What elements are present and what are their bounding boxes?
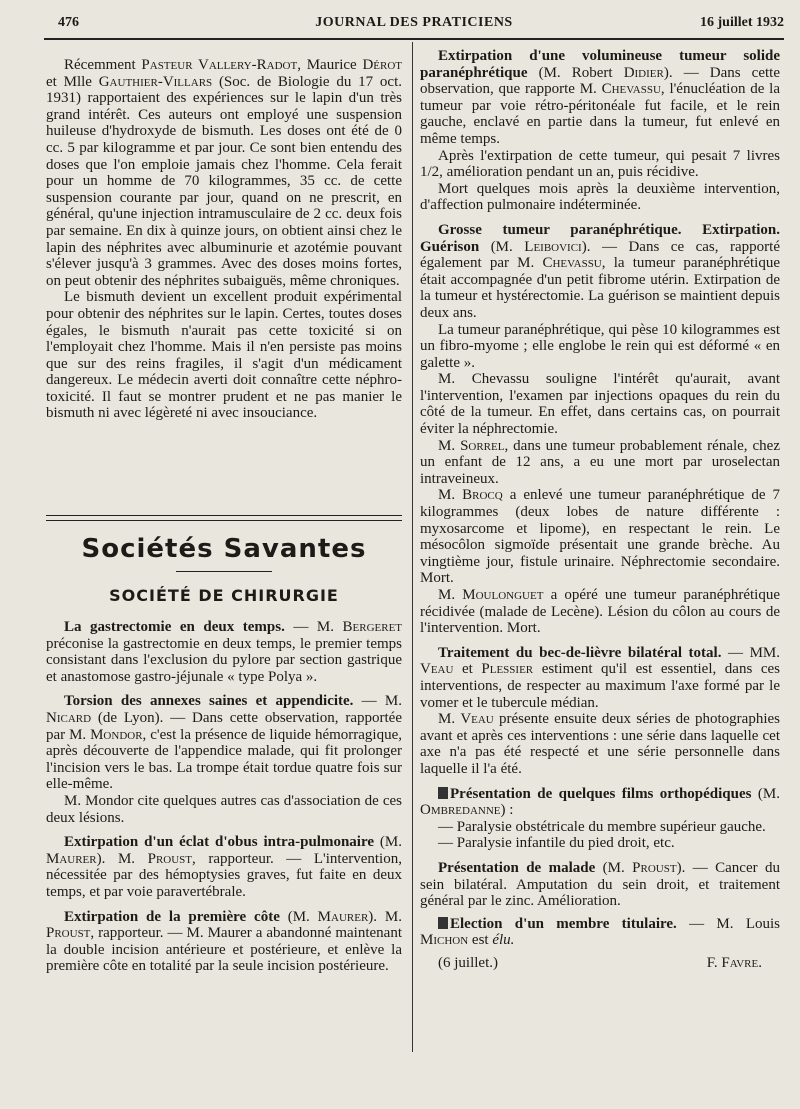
paragraph: La tumeur paranéphrétique, qui pèse 10 kilogrammes est un fibro-myome ; elle englobe le rein qui est déformé « en galette ». bbox=[420, 321, 780, 371]
article-eclat-obus: Extirpation d'un éclat d'obus intra-pulmonaire (M. Maurer). M. Proust, rapporteur. — L'intervention, nécessitée par des hémoptysies graves, fut faite en deux temps, et par voie paravertébrale. bbox=[46, 834, 402, 900]
paragraph: M. Mondor cite quelques autres cas d'association de ces deux lésions. bbox=[46, 792, 402, 826]
paragraph: Récemment Pasteur Vallery-Radot, Maurice Dérot et Mlle Gauthier-Villars (Soc. de Biologie du 17 oct. 1931) rapportaient des expériences sur le lapin d'un très grand intérêt. Ces auteurs ont employé une suspension huileuse d'hydroxyde de bismuth. Les doses ont été de 0 cc. 5 par kilogramme et par jour. Ce sont bien entendu des doses que l'on emploie jamais chez l'homme. Cela ferait pour un homme de 70 kilogrammes, 35 cc. de cette suspension courante par jour, quand on ne prescrit, en général, qu'une injection intramusculaire de 2 cc. deux fois par semaine. En dix à quinze jours, on obtient ainsi chez le lapin des néphrites avec albuminurie et azotémie pouvant s'élever jusqu'à 3 grammes. Avec des doses moins fortes, on peut obtenir des néphrites subaiguës, même chroniques. bbox=[46, 57, 402, 289]
double-rule-top bbox=[46, 515, 402, 516]
issue-date: 16 juillet 1932 bbox=[700, 15, 784, 30]
paragraph: M. Chevassu souligne l'intérêt qu'aurait, avant l'intervention, l'examen par injections opaques du rein du côté de la tumeur. En effet, dans certains cas, on pourrait éviter la néphrectomie. bbox=[420, 371, 780, 438]
section-subtitle: SOCIÉTÉ DE CHIRURGIE bbox=[109, 586, 339, 605]
section-title-rule bbox=[176, 571, 272, 572]
article-tumeur-solide: Extirpation d'une volumineuse tumeur solide paranéphrétique (M. Robert Didier). — Dans cette observation, que rapporte M. Chevassu, l'énucléation de la tumeur par voie rétro-péritonéale fut facile, et le rein gauche, enclavé en partie dans la tumeur, fut enlevé en même temps. bbox=[420, 48, 780, 147]
paragraph: M. Brocq a enlevé une tumeur paranéphrétique de 7 kilogrammes (deux lobes de nature différente : myxosarcome et lipome), en respectant le rein. Le mésocôlon sigmoïde présentait une grande brèche. Au vingtième jour, fistule urinaire. Néphrectomie secondaire. Mort. bbox=[420, 487, 780, 587]
article-presentation-malade: Présentation de malade (M. Proust). — Cancer du sein bilatéral. Amputation du sein droit, et traitement général par le zinc. Amélioration. bbox=[420, 859, 780, 910]
paragraph: Mort quelques mois après la deuxième intervention, d'affection pulmonaire indéterminée. bbox=[420, 180, 780, 214]
article-premiere-cote: Extirpation de la première côte (M. Maurer). M. Proust, rapporteur. — M. Maurer a abandonné maintenant la double incision antérieure et postérieure, et enlève la première côte en totalité par la seule incision postérieure. bbox=[46, 908, 402, 975]
paragraph: Le bismuth devient un excellent produit expérimental pour obtenir des néphrites sur le lapin. Certes, toutes doses égales, le bismuth n'aurait pas cette toxicité si on l'employait chez l'homme. Mais il n'en persiste pas moins que sur des reins fragiles, il s'agit d'un médicament dangereux. Le médecin averti doit connaître cette néphro-toxicité. Il faut se montrer prudent et ne pas manier le bismuth ni avec légèreté ni avec insouciance. bbox=[46, 289, 402, 422]
page-number: 476 bbox=[58, 15, 79, 30]
article-election: Election d'un membre titulaire. — M. Louis Michon est élu. bbox=[420, 915, 780, 949]
signature-line bbox=[420, 955, 780, 972]
author-signature: F. Favre. bbox=[706, 954, 762, 971]
paragraph: M. Veau présente ensuite deux séries de photographies avant et après ces interventions : une série dans laquelle cet axe n'a pas été respecté et une série personnelle dans laquelle il l'a été. bbox=[420, 711, 780, 777]
paragraph: M. Sorrel, dans une tumeur probablement rénale, chez un enfant de 12 ans, a eu une mort par uroselectan intraveineux. bbox=[420, 437, 780, 487]
paragraph: Après l'extirpation de cette tumeur, qui pesait 7 livres 1/2, amélioration pendant un an, puis récidive. bbox=[420, 147, 780, 181]
column-divider bbox=[412, 42, 413, 1052]
section-title: Sociétés Savantes bbox=[81, 534, 367, 564]
bullet-block-icon bbox=[438, 917, 448, 929]
paragraph: M. Moulonguet a opéré une tumeur paranéphrétique récidivée (malade de Lecène). Lésion du côlon au cours de l'intervention. Mort. bbox=[420, 587, 780, 637]
article-grosse-tumeur: Grosse tumeur paranéphrétique. Extirpation. Guérison (M. Leibovici). — Dans ce cas, rapporté également par M. Chevassu, la tumeur paranéphrétique était accompagnée d'un petit fibrome utérin. Extirpation de la tumeur et hystérectomie. La guérison se maintient depuis deux ans. bbox=[420, 221, 780, 321]
article-films-orthopediques: Présentation de quelques films orthopédiques (M. Ombredanne) : bbox=[420, 785, 780, 819]
right-column bbox=[420, 48, 780, 971]
left-column bbox=[46, 57, 402, 422]
list-item: — Paralysie obstétricale du membre supérieur gauche. bbox=[438, 818, 766, 835]
report-date: (6 juillet.) bbox=[438, 954, 498, 971]
left-column-articles bbox=[46, 619, 402, 975]
article-bec-de-lievre: Traitement du bec-de-lièvre bilatéral total. — MM. Veau et Plessier estiment qu'il est essentiel, dans ces interventions, de respecter au maximum l'axe formé par le vomer et le tubercule médian. bbox=[420, 644, 781, 711]
page-header bbox=[44, 15, 784, 37]
journal-title: JOURNAL DES PRATICIENS bbox=[315, 15, 513, 30]
article-torsion: Torsion des annexes saines et appendicite. — M. Nicard (de Lyon). — Dans cette observation, rapportée par M. Mondor, c'est la présence de liquide hémorragique, après découverte de l'appendice malade, qui fit prolonger l'incision vers le bas. La trompe était tordue quatre fois sur elle-même. bbox=[46, 693, 402, 793]
header-rule bbox=[44, 38, 784, 40]
double-rule-bottom bbox=[46, 520, 402, 521]
list-item: — Paralysie infantile du pied droit, etc. bbox=[438, 835, 675, 852]
article-gastrectomie: La gastrectomie en deux temps. — M. Bergeret préconise la gastrectomie en deux temps, le premier temps consistant dans l'exclusion du pylore par section gastrique et anastomose gastro-jéjunale « type Polya ». bbox=[46, 619, 403, 685]
bullet-block-icon bbox=[438, 787, 448, 799]
